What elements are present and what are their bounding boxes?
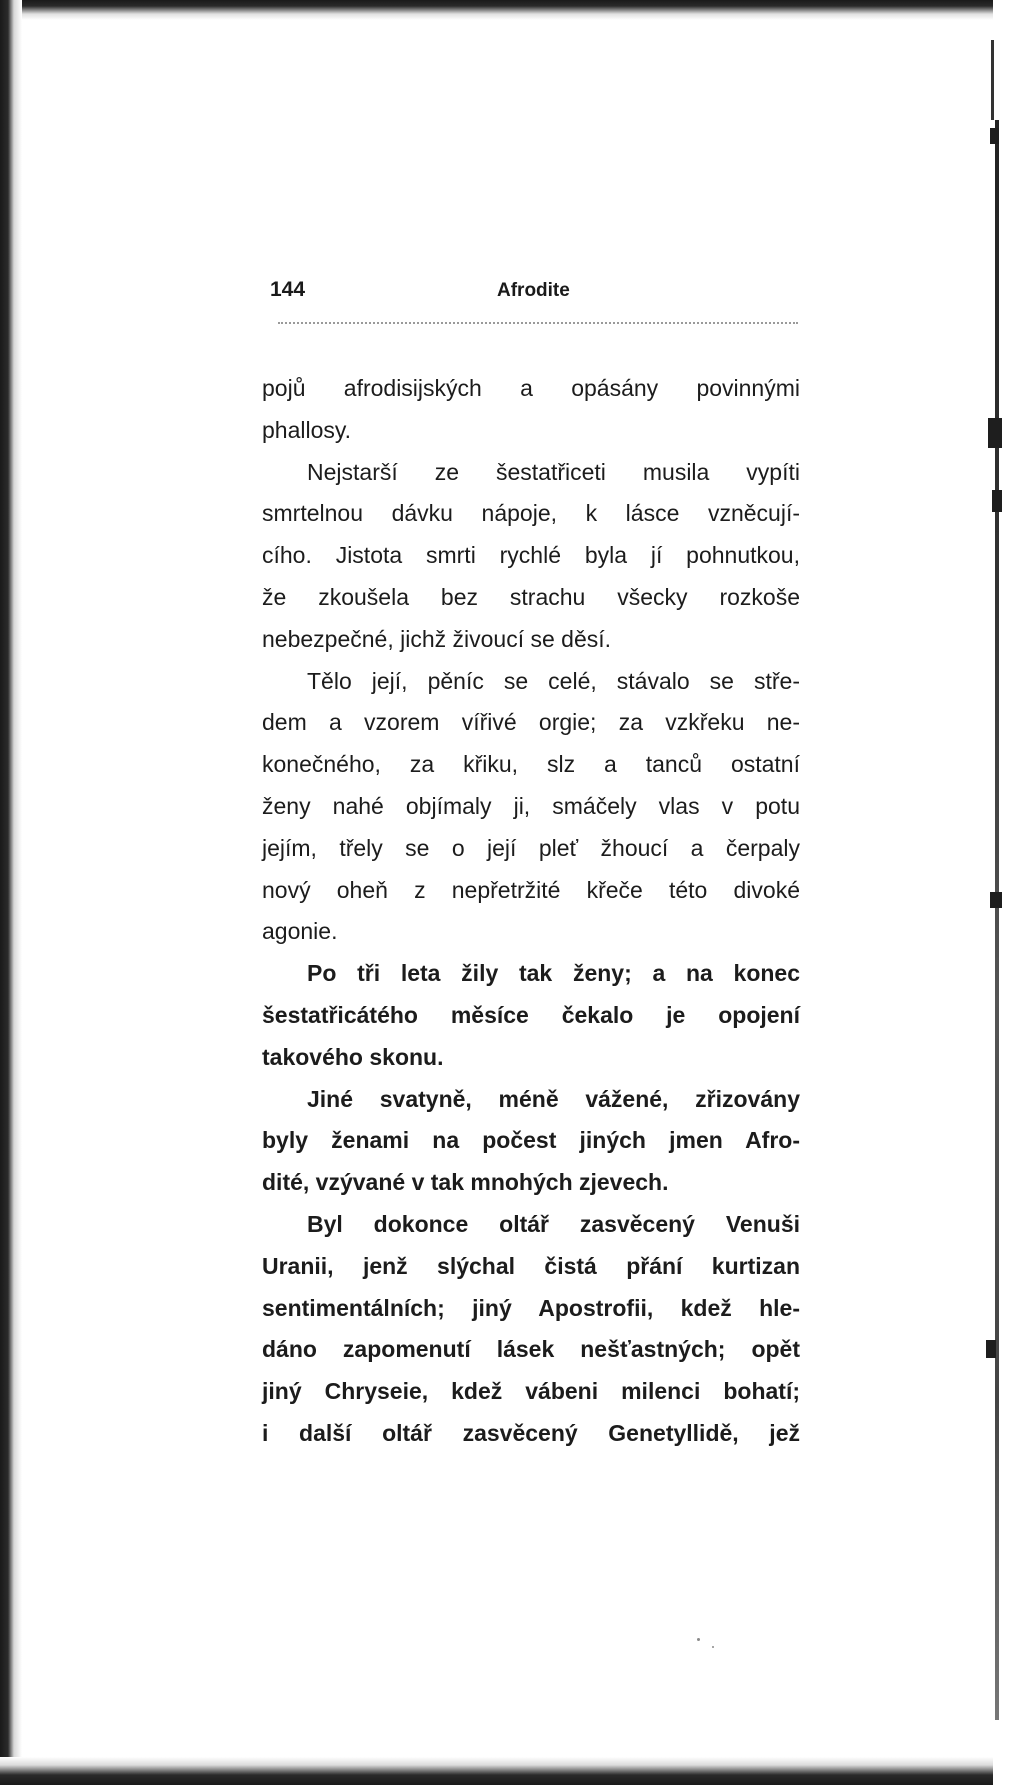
text-line: i další oltář zasvěcený Genetyllidě, jež xyxy=(262,1419,800,1446)
text-line: phallosy. xyxy=(262,416,352,443)
gutter-mark xyxy=(992,490,1002,512)
running-title: Afrodite xyxy=(497,280,570,301)
text-line: Tělo její, pěníc se celé, stávalo se stře- xyxy=(307,667,800,694)
text-line: ženy nahé objímaly ji, smáčely vlas v potu xyxy=(262,792,800,819)
scan-border-left xyxy=(0,0,22,1785)
text-line: agonie. xyxy=(262,918,338,945)
text-line: že zkoušela bez strachu všecky rozkoše xyxy=(262,583,800,610)
gutter-mark xyxy=(990,128,999,144)
text-line: Po tři leta žily tak ženy; a na konec xyxy=(307,960,800,987)
running-header xyxy=(270,278,800,318)
text-line: Uranii, jenž slýchal čistá přání kurtizan xyxy=(262,1252,800,1279)
page-number: 144 xyxy=(270,278,306,301)
text-line: takového skonu. xyxy=(262,1043,444,1070)
gutter-mark xyxy=(990,892,1002,908)
text-line: jiný Chryseie, kdež vábeni milenci bohatí; xyxy=(262,1378,800,1405)
scan-border-bottom xyxy=(0,1757,1027,1785)
gutter-mark xyxy=(991,40,994,120)
text-line: cího. Jistota smrti rychlé byla jí pohnutkou, xyxy=(262,542,800,569)
text-line: smrtelnou dávku nápoje, k lásce vzněcují- xyxy=(262,500,800,527)
text-line: jejím, třely se o její pleť žhoucí a čerpaly xyxy=(262,834,800,861)
paper-speck xyxy=(712,1646,714,1648)
text-line: nový oheň z nepřetržité křeče této divoké xyxy=(262,876,800,903)
gutter-mark xyxy=(986,1340,996,1358)
text-line: Nejstarší ze šestatřiceti musila vypíti xyxy=(307,458,800,485)
scan-border-top xyxy=(0,0,1027,20)
gutter-mark xyxy=(988,418,1002,448)
text-line: pojů afrodisijských a opásány povinnými xyxy=(262,375,800,401)
page-gutter-shadow xyxy=(995,120,999,1720)
header-rule xyxy=(278,322,798,324)
text-line: dité, vzývané v tak mnohých zjevech. xyxy=(262,1169,669,1196)
text-line: Jiné svatyně, méně vážené, zřizovány xyxy=(307,1085,800,1112)
text-line: sentimentálních; jiný Apostrofii, kdež hle- xyxy=(262,1294,800,1321)
text-line: nebezpečné, jichž živoucí se děsí. xyxy=(262,625,612,652)
text-line: dáno zapomenutí lásek nešťastných; opět xyxy=(262,1336,800,1363)
body-text xyxy=(262,368,800,1455)
text-line: Byl dokonce oltář zasvěcený Venuši xyxy=(307,1210,800,1237)
paper-speck xyxy=(697,1638,700,1641)
text-line: byly ženami na počest jiných jmen Afro- xyxy=(262,1127,800,1154)
text-line: dem a vzorem vířivé orgie; za vzkřeku ne- xyxy=(262,709,800,736)
text-line: šestatřicátého měsíce čekalo je opojení xyxy=(262,1001,800,1028)
text-line: konečného, za křiku, slz a tanců ostatní xyxy=(262,751,800,778)
